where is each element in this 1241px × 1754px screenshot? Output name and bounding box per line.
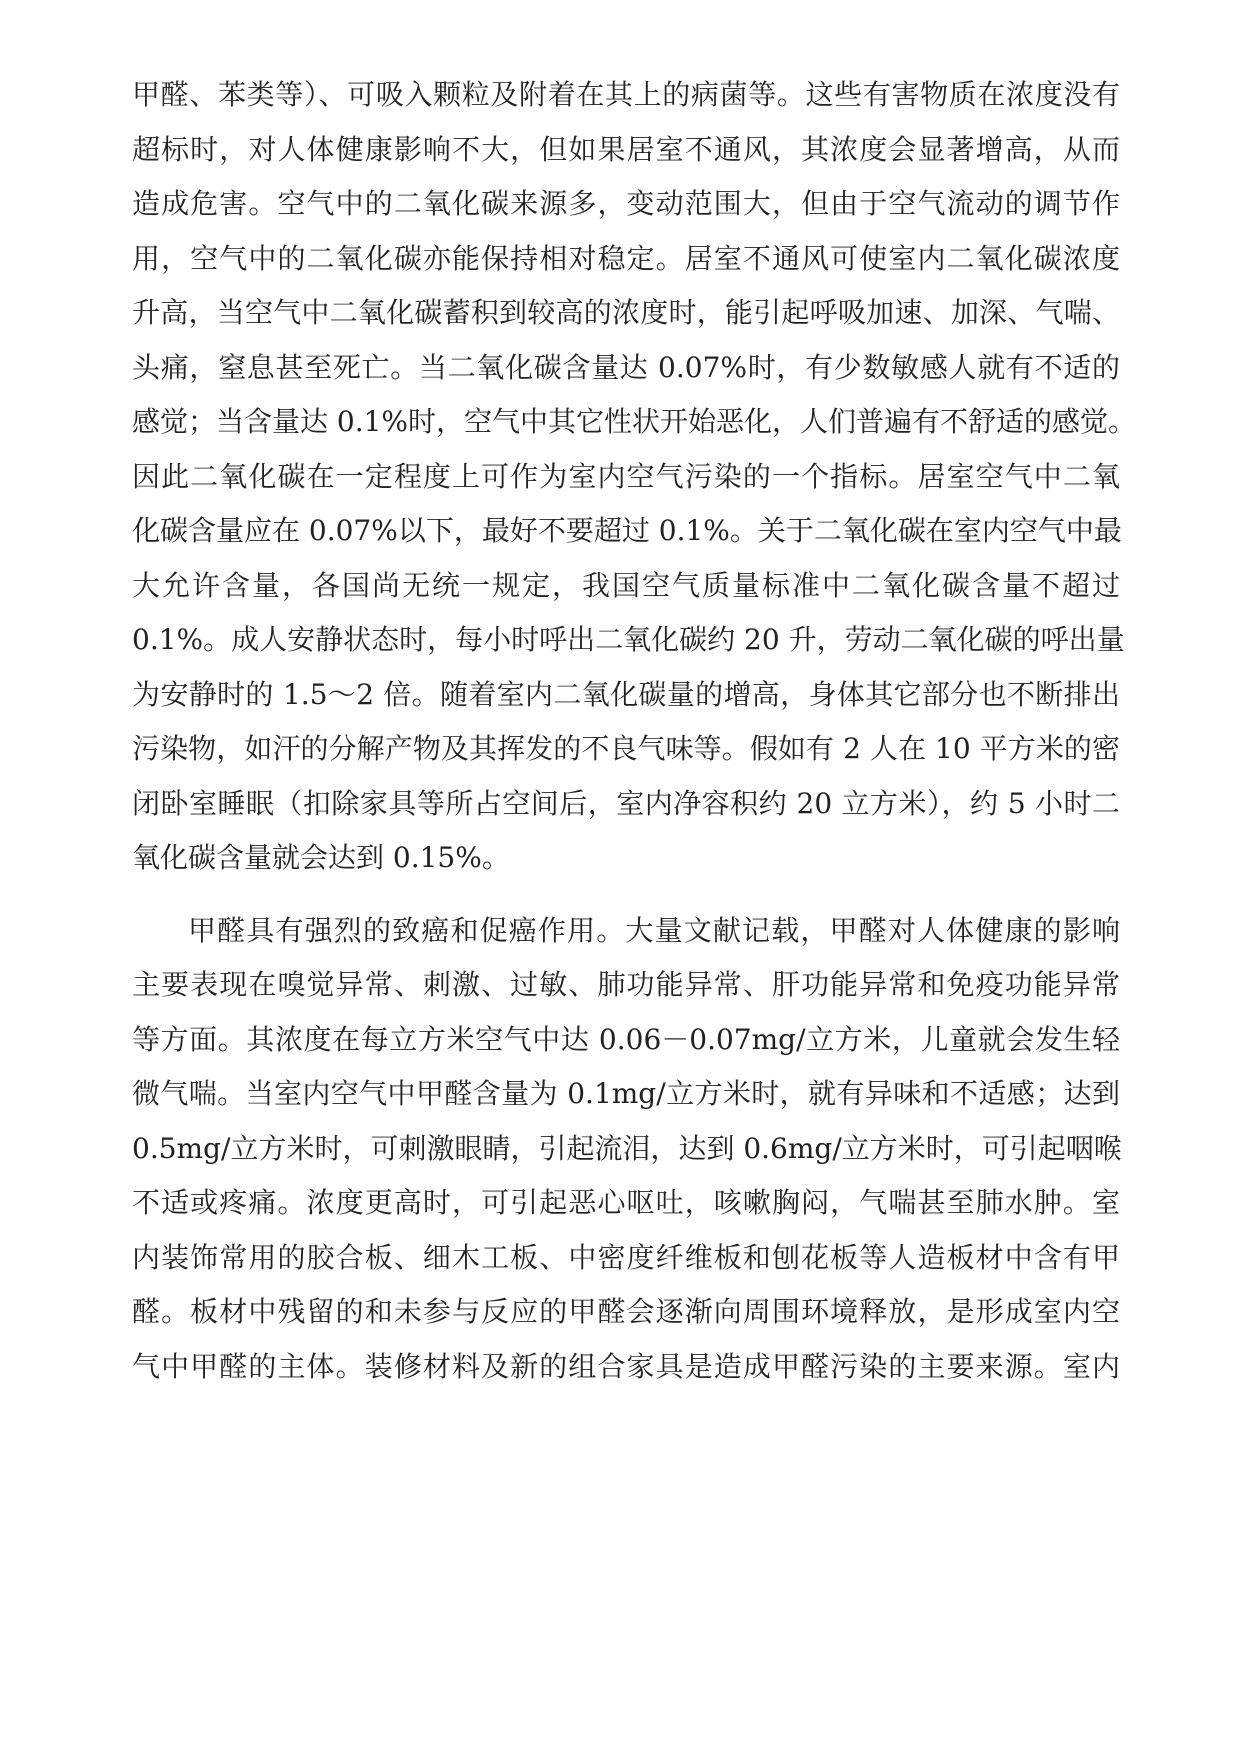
text-line: 感觉；当含量达 0.1%时，空气中其它性状开始恶化，人们普遍有不舒适的感觉。 bbox=[132, 405, 1137, 438]
paragraph bbox=[132, 68, 1137, 886]
text-line: 污染物，如汗的分解产物及其挥发的不良气味等。假如有 2 人在 10 平方米的密 bbox=[132, 732, 1120, 765]
text-line: 因此二氧化碳在一定程度上可作为室内空气污染的一个指标。居室空气中二氧 bbox=[132, 459, 1120, 493]
text-line: 主要表现在嗅觉异常、刺激、过敏、肺功能异常、肝功能异常和免疫功能异常 bbox=[132, 968, 1120, 1001]
text-line: 醛。板材中残留的和未参与反应的甲醛会逐渐向周围环境释放，是形成室内空 bbox=[132, 1295, 1120, 1328]
text-line: 不适或疼痛。浓度更高时，可引起恶心呕吐，咳嗽胸闷，气喘甚至肺水肿。室 bbox=[132, 1186, 1120, 1219]
text-line: 头痛，窒息甚至死亡。当二氧化碳含量达 0.07%时，有少数敏感人就有不适的 bbox=[132, 350, 1120, 384]
paragraph bbox=[132, 904, 1120, 1395]
text-line: 甲醛、苯类等）、可吸入颗粒及附着在其上的病菌等。这些有害物质在浓度没有 bbox=[132, 78, 1120, 111]
text-line: 0.1%。成人安静状态时，每小时呼出二氧化碳约 20 升，劳动二氧化碳的呼出量 bbox=[132, 623, 1125, 656]
document-body bbox=[132, 68, 1137, 1394]
text-line: 用，空气中的二氧化碳亦能保持相对稳定。居室不通风可使室内二氧化碳浓度 bbox=[132, 241, 1120, 275]
text-line: 微气喘。当室内空气中甲醛含量为 0.1mg/立方米时，就有异味和不适感；达到 bbox=[132, 1077, 1120, 1110]
text-line: 化碳含量应在 0.07%以下，最好不要超过 0.1%。关于二氧化碳在室内空气中最 bbox=[132, 514, 1122, 547]
text-line: 内装饰常用的胶合板、细木工板、中密度纤维板和刨花板等人造板材中含有甲 bbox=[132, 1240, 1120, 1274]
text-line: 气中甲醛的主体。装修材料及新的组合家具是造成甲醛污染的主要来源。室内 bbox=[132, 1349, 1120, 1383]
text-line: 氧化碳含量就会达到 0.15%。 bbox=[132, 841, 510, 874]
text-line: 为安静时的 1.5～2 倍。随着室内二氧化碳量的增高，身体其它部分也不断排出 bbox=[132, 677, 1120, 711]
text-line: 大允许含量，各国尚无统一规定，我国空气质量标准中二氧化碳含量不超过 bbox=[132, 568, 1120, 602]
text-line: 等方面。其浓度在每立方米空气中达 0.06－0.07mg/立方米，儿童就会发生轻 bbox=[132, 1022, 1120, 1056]
paragraph-gap bbox=[132, 886, 1120, 904]
text-line: 升高，当空气中二氧化碳蓄积到较高的浓度时，能引起呼吸加速、加深、气喘、 bbox=[132, 296, 1120, 329]
text-line: 闭卧室睡眠（扣除家具等所占空间后，室内净容积约 20 立方米），约 5 小时二 bbox=[132, 786, 1120, 820]
text-line: 超标时，对人体健康影响不大，但如果居室不通风，其浓度会显著增高，从而 bbox=[132, 132, 1120, 166]
text-line: 0.5mg/立方米时，可刺激眼睛，引起流泪，达到 0.6mg/立方米时，可引起咽喉 bbox=[132, 1131, 1122, 1165]
text-line: 造成危害。空气中的二氧化碳来源多，变动范围大，但由于空气流动的调节作 bbox=[132, 187, 1120, 220]
text-line: 甲醛具有强烈的致癌和促癌作用。大量文献记载，甲醛对人体健康的影响 bbox=[188, 913, 1120, 947]
